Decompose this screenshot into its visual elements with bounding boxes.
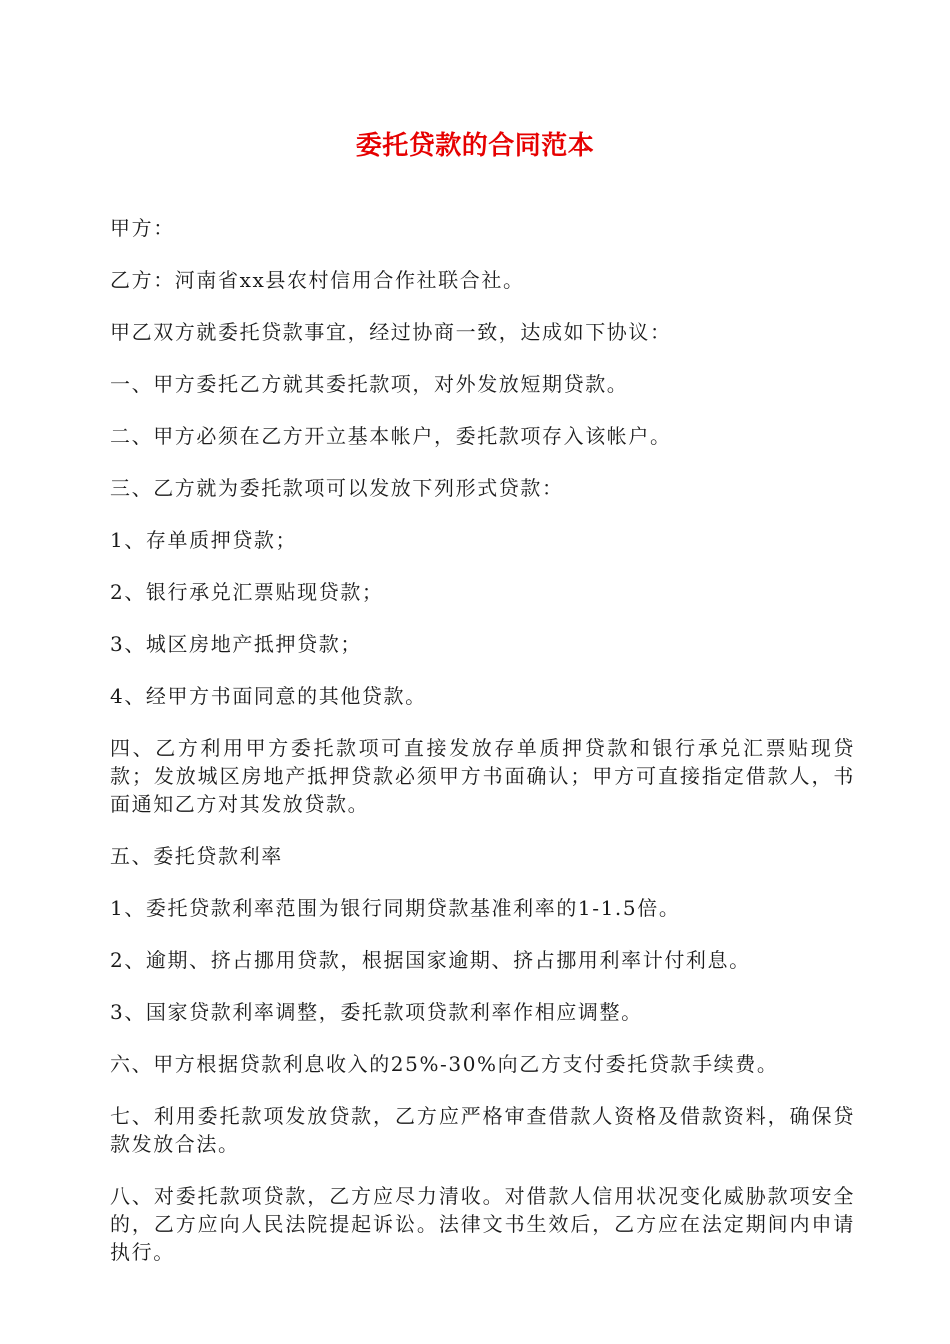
paragraph-clause-2: 二、甲方必须在乙方开立基本帐户，委托款项存入该帐户。 [110,424,672,448]
paragraph-clause-5-item-1: 1、委托贷款利率范围为银行同期贷款基准利率的1-1.5倍。 [110,896,681,920]
document-title: 委托贷款的合同范本 [355,131,595,161]
paragraph-clause-3-item-1: 1、存单质押贷款； [110,528,298,552]
paragraph-agreement-intro: 甲乙双方就委托贷款事宜，经过协商一致，达成如下协议： [110,320,672,344]
paragraph-clause-3-item-4: 4、经甲方书面同意的其他贷款。 [110,684,427,708]
document-body [110,214,855,1290]
paragraph-clause-4: 四、乙方利用甲方委托款项可直接发放存单质押贷款和银行承兑汇票贴现贷款；发放城区房地产抵押贷款必须甲方书面确认；甲方可直接指定借款人，书面通知乙方对其发放贷款。 [110,736,855,816]
paragraph-clause-5: 五、委托贷款利率 [110,844,283,868]
paragraph-party-a: 甲方： [110,216,175,240]
paragraph-clause-3: 三、乙方就为委托款项可以发放下列形式贷款： [110,476,564,500]
paragraph-clause-1: 一、甲方委托乙方就其委托款项，对外发放短期贷款。 [110,372,629,396]
paragraph-clause-5-item-3: 3、国家贷款利率调整，委托款项贷款利率作相应调整。 [110,1000,643,1024]
paragraph-clause-7: 七、利用委托款项发放贷款，乙方应严格审查借款人资格及借款资料，确保贷款发放合法。 [110,1104,855,1156]
paragraph-clause-3-item-3: 3、城区房地产抵押贷款； [110,632,362,656]
paragraph-party-b: 乙方：河南省xx县农村信用合作社联合社。 [110,268,525,292]
paragraph-clause-8: 八、对委托款项贷款，乙方应尽力清收。对借款人信用状况变化威胁款项安全的，乙方应向人民法院提起诉讼。法律文书生效后，乙方应在法定期间内申请执行。 [110,1184,855,1264]
paragraph-clause-6: 六、甲方根据贷款利息收入的25%-30%向乙方支付委托贷款手续费。 [110,1052,779,1076]
paragraph-clause-5-item-2: 2、逾期、挤占挪用贷款，根据国家逾期、挤占挪用利率计付利息。 [110,948,751,972]
paragraph-clause-3-item-2: 2、银行承兑汇票贴现贷款； [110,580,384,604]
